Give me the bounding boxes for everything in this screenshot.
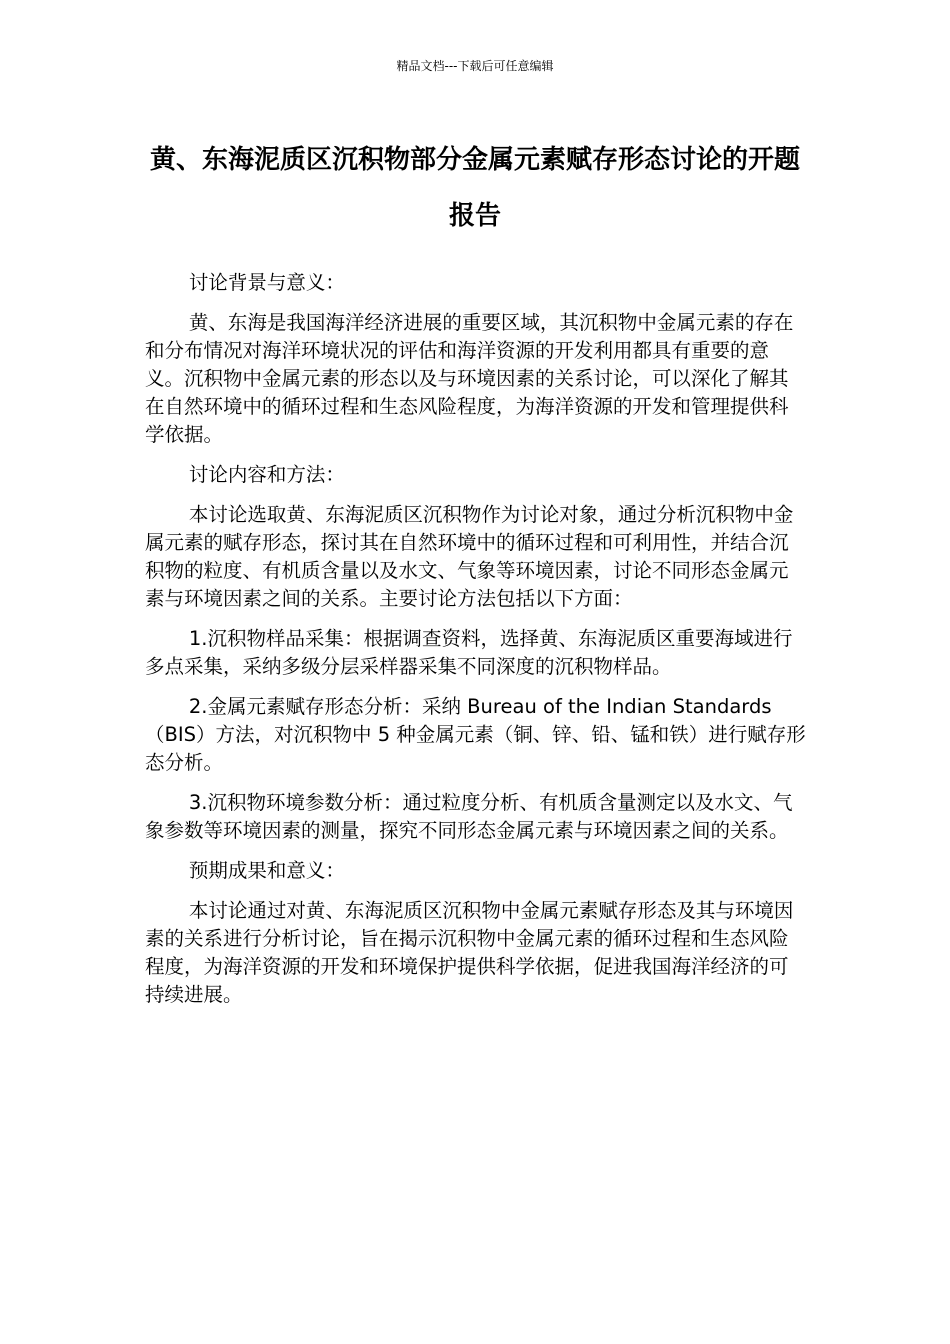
page-header-note: 精品文档---下载后可任意编辑 bbox=[396, 59, 554, 73]
paragraph: 本讨论选取黄、东海泥质区沉积物作为讨论对象，通过分析沉积物中金属元素的赋存形态，探讨其在自然环境中的循环过程和可利用性，并结合沉积物的粒度、有机质含量以及水文、气象等环境因素，讨论不同形态金属元素与环境因素之间的关系。主要讨论方法包括以下方面： bbox=[145, 503, 794, 610]
document-title: 黄、东海泥质区沉积物部分金属元素赋存形态讨论的开题报告 bbox=[149, 145, 800, 231]
paragraph: 黄、东海是我国海洋经济进展的重要区域，其沉积物中金属元素的存在和分布情况对海洋环境状况的评估和海洋资源的开发利用都具有重要的意义。沉积物中金属元素的形态以及与环境因素的关系讨论，可以深化了解其在自然环境中的循环过程和生态风险程度，为海洋资源的开发和管理提供科学依据。 bbox=[145, 311, 794, 446]
section-expected-results bbox=[145, 857, 807, 1009]
paragraph: 本讨论通过对黄、东海泥质区沉积物中金属元素赋存形态及其与环境因素的关系进行分析讨论，旨在揭示沉积物中金属元素的循环过程和生态风险程度，为海洋资源的开发和环境保护提供科学依据，促进我国海洋经济的可持续进展。 bbox=[145, 899, 794, 1006]
list-item-speciation: 2.金属元素赋存形态分析：采纳 Bureau of the Indian Standards（BIS）方法，对沉积物中 5 种金属元素（铜、锌、铅、锰和铁）进行赋存形态分析。 bbox=[145, 695, 806, 774]
list-item-sampling: 1.沉积物样品采集：根据调查资料，选择黄、东海泥质区重要海域进行多点采集，采纳多级分层采样器采集不同深度的沉积物样品。 bbox=[145, 627, 793, 678]
section-heading: 预期成果和意义： bbox=[188, 859, 345, 882]
section-background bbox=[145, 269, 807, 449]
document-body bbox=[145, 269, 807, 1021]
list-item-environment: 3.沉积物环境参数分析：通过粒度分析、有机质含量测定以及水文、气象参数等环境因素的测量，探究不同形态金属元素与环境因素之间的关系。 bbox=[145, 791, 793, 842]
section-heading: 讨论内容和方法： bbox=[188, 463, 345, 486]
section-heading: 讨论背景与意义： bbox=[188, 271, 345, 294]
section-content-methods bbox=[145, 461, 807, 845]
